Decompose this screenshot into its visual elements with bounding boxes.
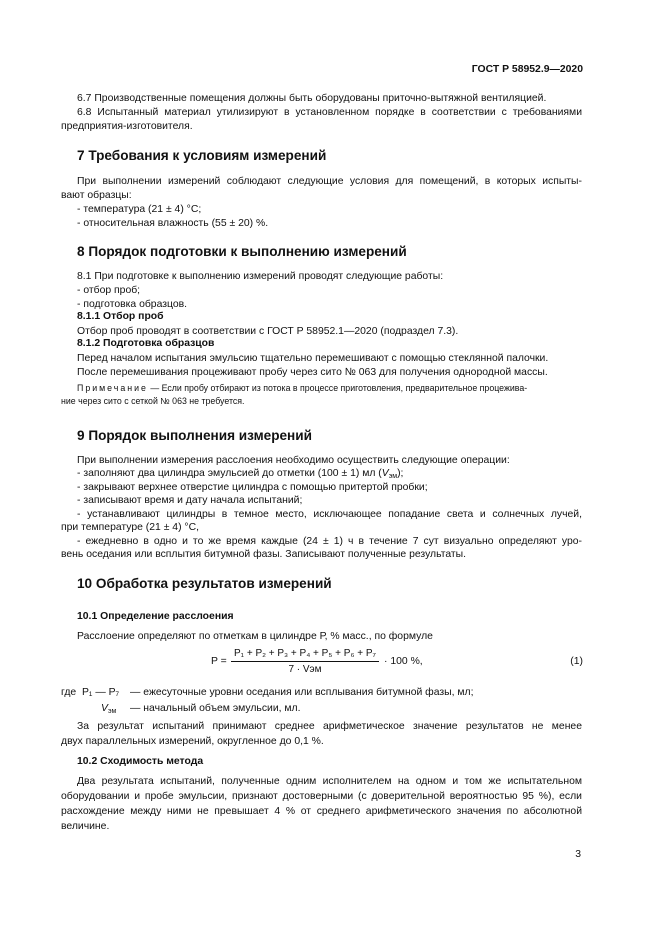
formula-lhs: P = [211,656,227,667]
where-word: где [61,687,77,698]
paragraph-6-8-line2: предприятия-изготовителя. [61,121,193,132]
paragraph-6-7: 6.7 Производственные помещения должны быть оборудованы приточно-вытяжной вентиляцией. [77,93,547,104]
section-8-item-sampling: - отбор проб; [77,285,141,296]
section-8-1-intro: 8.1 При подготовке к выполнению измерений проводят следующие работы: [77,271,444,282]
paragraph-6-8-line1: 6.8 Испытанный материал утилизируют в установленном порядке в соответствии с требованиями [77,107,582,118]
subsection-10-2-line4: величине. [61,821,110,832]
subsection-8-1-2-title: 8.1.2 Подготовка образцов [77,338,215,349]
formula-fraction-bar [231,661,379,662]
where-p-symbols: P₁ — P₇ [82,687,120,698]
formula-numerator: P₁ + P₂ + P₃ + P₄ + P₅ + P₆ + P₇ [234,648,376,659]
section-7-intro-line1: При выполнении измерений соблюдают следующие условия для помещений, в которых испыты- [77,176,582,187]
where-v-symbol [101,702,116,715]
section-8-title: 8 Порядок подготовки к выполнению измерений [77,244,407,259]
item-fill-end: ); [397,468,404,479]
item-fill-text: - заполняют два цилиндра эмульсией до отметки (100 ± 1) мл ( [77,468,382,479]
subsection-10-2-line1: Два результата испытаний, полученные одним исполнителем на одном и том же испытательном [77,776,582,787]
note-line2: ние через сито с сеткой № 063 не требуется. [61,396,245,406]
subsection-8-1-2-line2: После перемешивания процеживают пробу через сито № 063 для получения однородной массы. [77,367,548,378]
page-number: 3 [575,849,581,860]
section-10-title: 10 Обработка результатов измерений [77,576,332,591]
section-7-intro-line2: вают образцы: [61,190,132,201]
section-9-item-close: - закрывают верхнее отверстие цилиндра с помощью притертой пробки; [77,482,428,493]
where-v-subscript: эм [107,708,117,715]
result-line2: двух параллельных измерений, округленное до 0,1 %. [61,736,324,747]
subsection-10-2-line2: оборудовании и пробе эмульсии, признают достоверными (с доверительной вероятностью 95 %), если [61,791,582,802]
note-line1 [77,383,527,394]
subsection-8-1-1-title: 8.1.1 Отбор проб [77,311,164,322]
section-9-title: 9 Порядок выполнения измерений [77,428,312,443]
where-p-description: — ежесуточные уровни оседания или всплывания битумной фазы, мл; [130,687,474,698]
result-line1: За результат испытаний принимают среднее арифметическое значение результатов не менее [77,721,582,732]
note-text: — Если пробу отбирают из потока в процессе приготовления, предварительное процежива- [150,383,528,393]
formula-number: (1) [570,656,583,667]
subsection-8-1-1-text: Отбор проб проводят в соответствии с ГОСТ Р 58952.1—2020 (подраздел 7.3). [77,326,459,337]
where-v-letter: V [101,703,108,714]
section-9-intro: При выполнении измерения расслоения необходимо осуществить следующие операции: [77,455,510,466]
section-9-item-daily-line1: - ежедневно в одно и то же время каждые (24 ± 1) ч в течение 7 сут визуально определяют уро- [77,536,582,547]
subsection-10-2-title: 10.2 Сходимость метода [77,756,204,767]
section-9-item-fill [77,467,403,480]
subsection-10-1-title: 10.1 Определение расслоения [77,611,234,622]
formula-tail: · 100 %, [384,656,423,667]
section-9-item-daily-line2: вень оседания или всплытия битумной фазы. Записывают полученные результаты. [61,549,467,560]
volume-subscript: эм [388,473,398,480]
where-v-description: — начальный объем эмульсии, мл. [130,703,301,714]
document-id: ГОСТ Р 58952.9—2020 [471,64,583,75]
section-9-item-store-line1: - устанавливают цилиндры в темное место, исключающее попадание света и солнечных лучей, [77,509,582,520]
subsection-10-2-line3: расхождение между ними не превышает 4 % от среднего арифметического значения по абсолютной [61,806,582,817]
volume-symbol: V [381,468,389,479]
section-7-item-humidity: - относительная влажность (55 ± 20) %. [77,218,269,229]
section-9-item-store-line2: при температуре (21 ± 4) °С, [61,522,199,533]
section-7-title: 7 Требования к условиям измерений [77,148,327,163]
note-label: Примечание [77,383,148,393]
section-9-item-record: - записывают время и дату начала испытаний; [77,495,303,506]
section-8-item-preparation: - подготовка образцов. [77,299,188,310]
section-7-item-temperature: - температура (21 ± 4) °С; [77,204,202,215]
formula-denominator: 7 · Vэм [288,664,322,675]
subsection-10-1-intro: Расслоение определяют по отметкам в цилиндре Р, % масс., по формуле [77,631,433,642]
subsection-8-1-2-line1: Перед началом испытания эмульсию тщательно перемешивают с помощью стеклянной палочки. [77,353,549,364]
